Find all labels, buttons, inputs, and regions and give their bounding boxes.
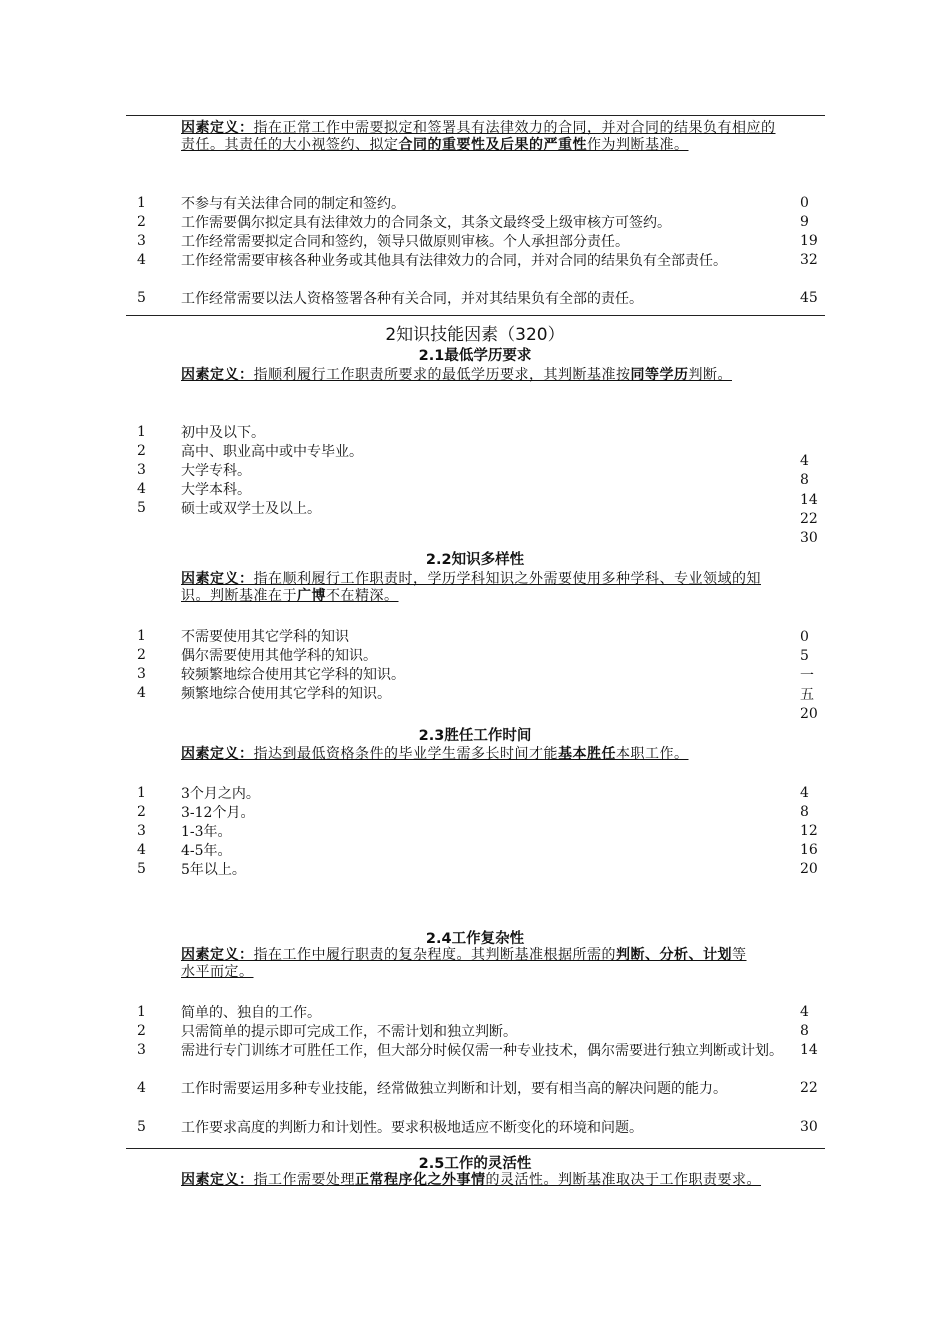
score: 8 (800, 472, 809, 489)
s25-definition: 因素定义：指工作需要处理正常程序化之外事情的灵活性。判断基准取决于工作职责要求。 (181, 1172, 761, 1188)
score: 4 (800, 453, 809, 469)
score: 0 (800, 629, 809, 645)
section-title: 2知识技能因素（320） (385, 325, 565, 345)
subsection-title: 2.5工作的灵活性 (418, 1156, 532, 1172)
contract-definition: 因素定义：指在正常工作中需要拟定和签署具有法律效力的合同，并对合同的结果负有相应的责任。其责任的大小视签约、拟定合同的重要性及后果的严重性作为判断基准。 (181, 120, 776, 153)
score-column (800, 628, 818, 724)
s24-definition: 因素定义：指在工作中履行职责的复杂程度。其判断基准根据所需的判断、分析、计划等水平而定。 (181, 947, 747, 980)
score: 5 (800, 648, 809, 665)
score: 22 (800, 510, 818, 527)
score: 14 (800, 491, 818, 508)
score: 30 (800, 530, 818, 547)
s22-definition: 因素定义：指在顺利履行工作职责时，学历学科知识之外需要使用多种学科、专业领域的知识。判断基准在于广博不在精深。 (181, 571, 761, 604)
subsection-title: 2.2知识多样性 (425, 552, 525, 568)
score: 一 (800, 667, 814, 684)
section-rule (126, 1148, 825, 1149)
section-rule (126, 315, 825, 316)
top-rule (126, 115, 825, 116)
s23-definition: 因素定义：指达到最低资格条件的毕业学生需多长时间才能基本胜任本职工作。 (181, 746, 689, 762)
s21-definition: 因素定义：指顺利履行工作职责所要求的最低学历要求，其判断基准按同等学历判断。 (181, 367, 732, 383)
score: 五 (800, 686, 814, 703)
subsection-title: 2.1最低学历要求 (418, 348, 532, 364)
subsection-title: 2.4工作复杂性 (425, 931, 525, 947)
score: 20 (800, 706, 818, 723)
score-column (800, 452, 818, 548)
subsection-title: 2.3胜任工作时间 (418, 728, 532, 744)
